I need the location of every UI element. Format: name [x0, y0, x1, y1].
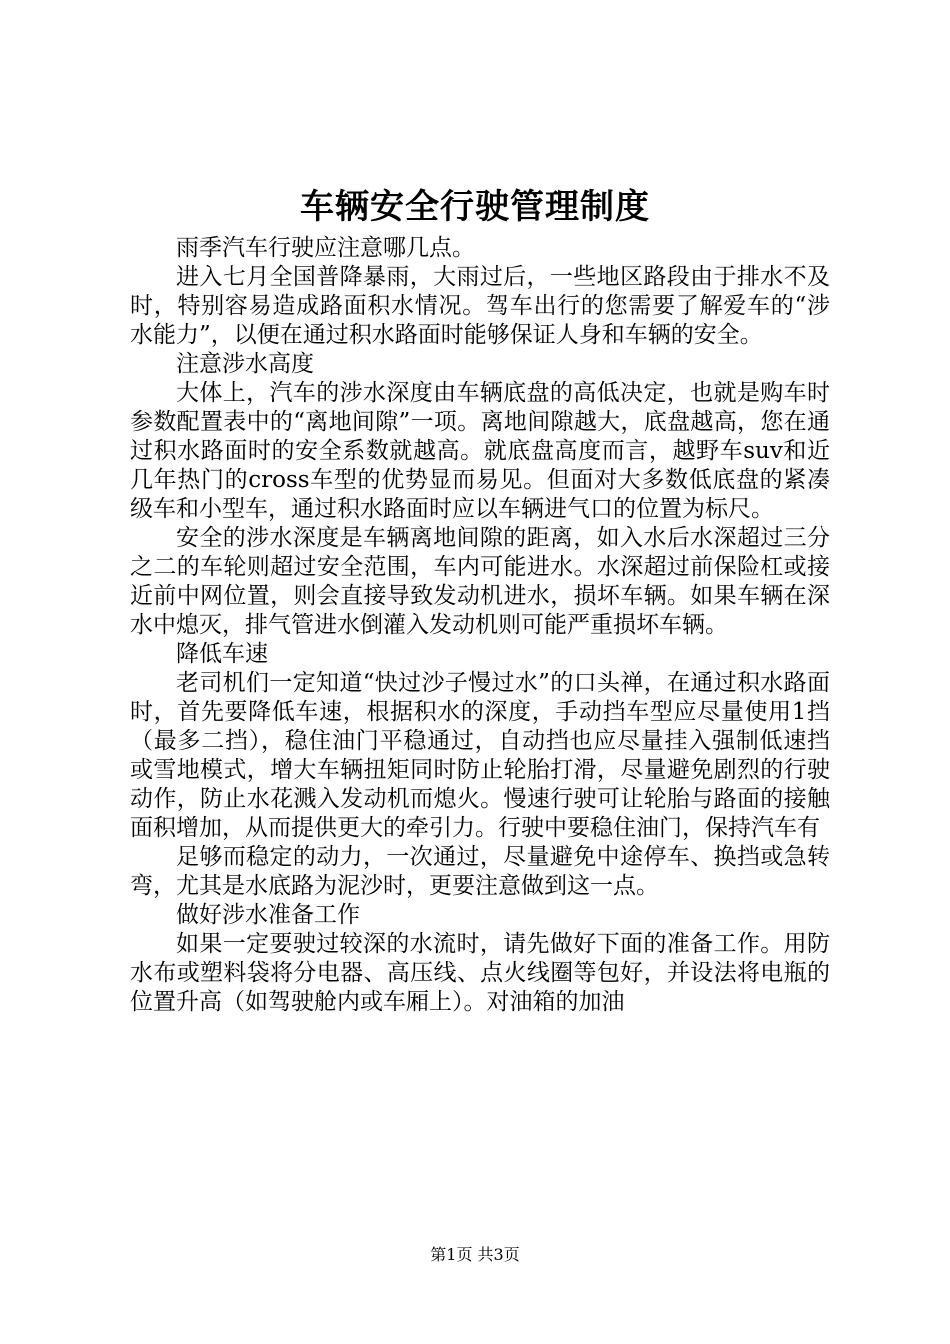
paragraph-ground-clearance: 大体上，汽车的涉水深度由车辆底盘的高低决定，也就是购车时参数配置表中的“离地间隙”一项。离地间隙越大，底盘越高，您在通过积水路面时的安全系数就越高。就底盘高度而言，越野车suv和近几年热门的cross车型的优势显而易见。但面对大多数低底盘的紧凑级车和小型车，通过积水路面时应以车辆进气口的位置为标尺。 [130, 380, 830, 522]
document-body [130, 234, 830, 1017]
section-heading-reduce-speed: 降低车速 [176, 641, 268, 667]
paragraph-intro-question: 雨季汽车行驶应注意哪几点。 [176, 235, 475, 261]
paragraph-safe-depth: 安全的涉水深度是车辆离地间隙的距离，如入水后水深超过三分之二的车轮则超过安全范围，车内可能进水。水深超过前保险杠或接近前中网位置，则会直接导致发动机进水，损坏车辆。如果车辆在深水中熄灭，排气管进水倒灌入发动机则可能严重损坏车辆。 [130, 525, 830, 638]
page-number-footer: 第1页 共3页 [430, 1245, 520, 1264]
section-heading-preparation: 做好涉水准备工作 [176, 902, 360, 928]
section-heading-wading-depth: 注意涉水高度 [176, 351, 314, 377]
paragraph-rainstorm: 进入七月全国普降暴雨，大雨过后，一些地区路段由于排水不及时，特别容易造成路面积水情况。驾车出行的您需要了解爱车的“涉水能力”，以便在通过积水路面时能够保证人身和车辆的安全。 [130, 264, 830, 348]
paragraph-slow-through-water: 老司机们一定知道“快过沙子慢过水”的口头禅，在通过积水路面时，首先要降低车速，根据积水的深度，手动挡车型应尽量使用1挡（最多二挡），稳住油门平稳通过，自动挡也应尽量挂入强制低速挡或雪地模式，增大车辆扭矩同时防止轮胎打滑，尽量避免剧烈的行驶动作，防止水花溅入发动机而熄火。慢速行驶可让轮胎与路面的接触面积增加，从而提供更大的牵引力。行驶中要稳住油门，保持汽车有 [130, 670, 830, 841]
document-title: 车辆安全行驶管理制度 [300, 187, 650, 227]
paragraph-preparation: 如果一定要驶过较深的水流时，请先做好下面的准备工作。用防水布或塑料袋将分电器、高压线、点火线圈等包好，并设法将电瓶的位置升高（如驾驶舱内或车厢上）。对油箱的加油 [130, 931, 830, 1015]
paragraph-steady-power: 足够而稳定的动力，一次通过，尽量避免中途停车、换挡或急转弯，尤其是水底路为泥沙时，更要注意做到这一点。 [130, 844, 830, 899]
